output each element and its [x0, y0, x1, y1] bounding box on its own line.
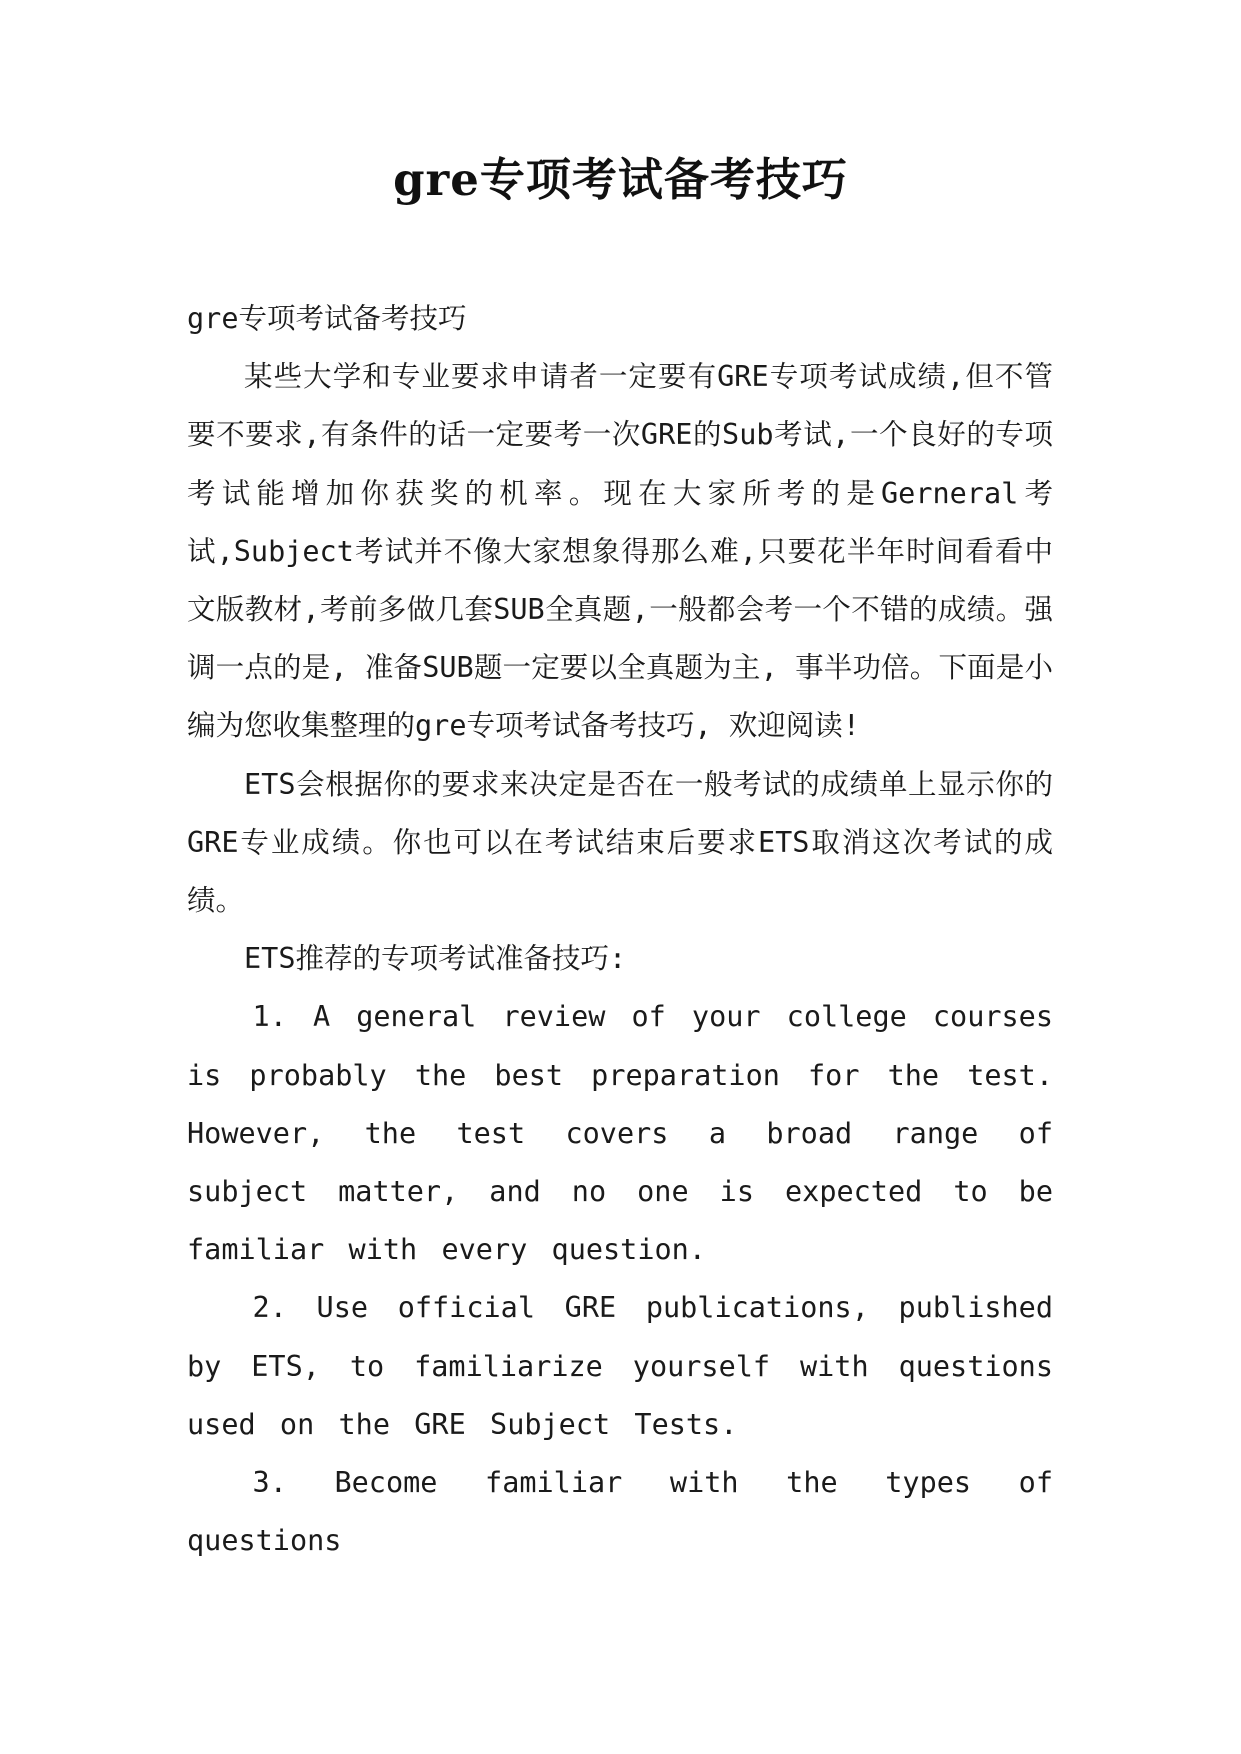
paragraph-tips-heading: ETS推荐的专项考试准备技巧: — [244, 942, 627, 976]
tip-item-2: 2. Use official GRE publications, published by ETS, to familiarize yourself with questions used on the GRE Subject Tests. — [187, 1291, 1053, 1441]
paragraph-ets-scores: ETS会根据你的要求来决定是否在一般考试的成绩单上显示你的GRE专业成绩。你也可以在考试结束后要求ETS取消这次考试的成绩。 — [187, 767, 1053, 918]
document-body — [187, 290, 1053, 1570]
paragraph-intro: 某些大学和专业要求申请者一定要有GRE专项考试成绩,但不管要不要求,有条件的话一定要考一次GRE的Sub考试,一个良好的专项考试能增加你获奖的机率。现在大家所考的是Gerneral考试,Subject考试并不像大家想象得那么难,只要花半年时间看看中文版教材,考前多做几套SUB全真题,一般都会考一个不错的成绩。强调一点的是, 准备SUB题一定要以全真题为主, 事半功倍。下面是小编为您收集整理的gre专项考试备考技巧, 欢迎阅读! — [187, 360, 1053, 743]
tip-item-1: 1. A general review of your college courses is probably the best preparation for the test. However, the test covers a broad range of subject matter, and no one is expected to be familiar with every question. — [187, 1000, 1053, 1267]
paragraph-heading: gre专项考试备考技巧 — [187, 302, 467, 335]
document-title: gre专项考试备考技巧 — [393, 153, 848, 206]
tip-item-3: 3. Become familiar with the types of questions — [187, 1466, 1053, 1558]
